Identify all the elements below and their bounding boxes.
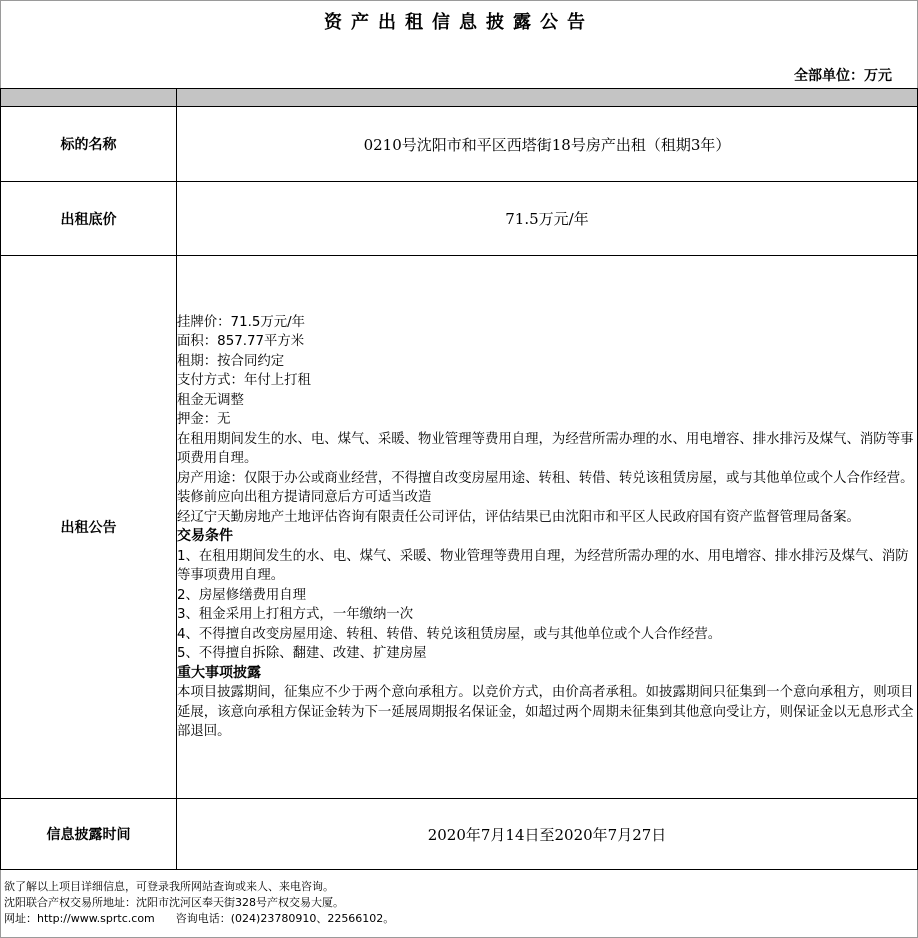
major-matters-heading: 重大事项披露 xyxy=(177,664,261,681)
notice-line: 押金：无 xyxy=(177,412,231,427)
condition-item: 1、在租用期间发生的水、电、煤气、采暖、物业管理等费用自理，为经营所需办理的水、用电增容、排水排污及煤气、消防等事项费用自理。 xyxy=(177,548,909,583)
notice-line: 支付方式：年付上打租 xyxy=(177,373,311,388)
time-value: 2020年7月14日至2020年7月27日 xyxy=(177,799,918,870)
table-row-time xyxy=(1,799,918,870)
disclosure-table xyxy=(0,88,918,870)
price-label: 出租底价 xyxy=(1,182,177,256)
conditions-heading: 交易条件 xyxy=(177,528,233,544)
header-cell-right xyxy=(177,89,918,107)
table-row-name xyxy=(1,107,918,182)
footer-address: 沈阳联合产权交易所地址：沈阳市沈河区奉天街328号产权交易大厦。 xyxy=(4,896,344,909)
table-row-notice xyxy=(1,256,918,799)
notice-content xyxy=(177,256,918,799)
table-row-price xyxy=(1,182,918,256)
table-header-row xyxy=(1,89,918,107)
footer-info: 欲了解以上项目详细信息，可登录我所网站查询或来人、来电咨询。 xyxy=(4,880,334,893)
condition-item: 5、不得擅自拆除、翻建、改建、扩建房屋 xyxy=(177,646,427,661)
condition-item: 2、房屋修缮费用自理 xyxy=(177,587,307,603)
name-value: 0210号沈阳市和平区西塔街18号房产出租（租期3年） xyxy=(177,107,918,182)
footer-phone: 咨询电话：(024)23780910、22566102。 xyxy=(175,912,395,925)
major-matters-text: 本项目披露期间，征集应不少于两个意向承租方。以竞价方式，由价高者承租。如披露期间只征集到一个意向承租方，则项目延展，该意向承租方保证金转为下一延展周期报名保证金，如超过两个周期未征集到其他意向受让方，则保证金以无息形式全部退回。 xyxy=(177,685,914,739)
header-cell-left xyxy=(1,89,177,107)
condition-item: 3、租金采用上打租方式，一年缴纳一次 xyxy=(177,607,414,622)
price-value: 71.5万元/年 xyxy=(177,182,918,256)
unit-note: 全部单位：万元 xyxy=(794,68,892,84)
footer xyxy=(4,879,394,927)
name-label: 标的名称 xyxy=(1,107,177,182)
notice-line: 面积：857.77平方米 xyxy=(177,334,305,349)
notice-line: 挂牌价：71.5万元/年 xyxy=(177,314,306,330)
notice-label: 出租公告 xyxy=(1,256,177,799)
time-label: 信息披露时间 xyxy=(1,799,177,870)
notice-line: 装修前应向出租方提请同意后方可适当改造 xyxy=(177,490,432,505)
notice-line: 房产用途：仅限于办公或商业经营，不得擅自改变房屋用途、转租、转借、转兑该租赁房屋，或与其他单位或个人合作经营。 xyxy=(177,470,914,486)
page-title: 资产出租信息披露公告 xyxy=(324,12,594,33)
footer-contact-line xyxy=(4,911,394,927)
condition-item: 4、不得擅自改变房屋用途、转租、转借、转兑该租赁房屋，或与其他单位或个人合作经营。 xyxy=(177,626,722,642)
notice-line: 租期：按合同约定 xyxy=(177,353,285,369)
notice-line: 租金无调整 xyxy=(177,392,244,408)
notice-line: 经辽宁天勤房地产土地评估咨询有限责任公司评估，评估结果已由沈阳市和平区人民政府国有资产监督管理局备案。 xyxy=(177,509,860,525)
footer-website[interactable]: 网址：http://www.sprtc.com xyxy=(4,912,155,925)
notice-line: 在租用期间发生的水、电、煤气、采暖、物业管理等费用自理，为经营所需办理的水、用电增容、排水排污及煤气、消防等事项费用自理。 xyxy=(177,431,914,466)
